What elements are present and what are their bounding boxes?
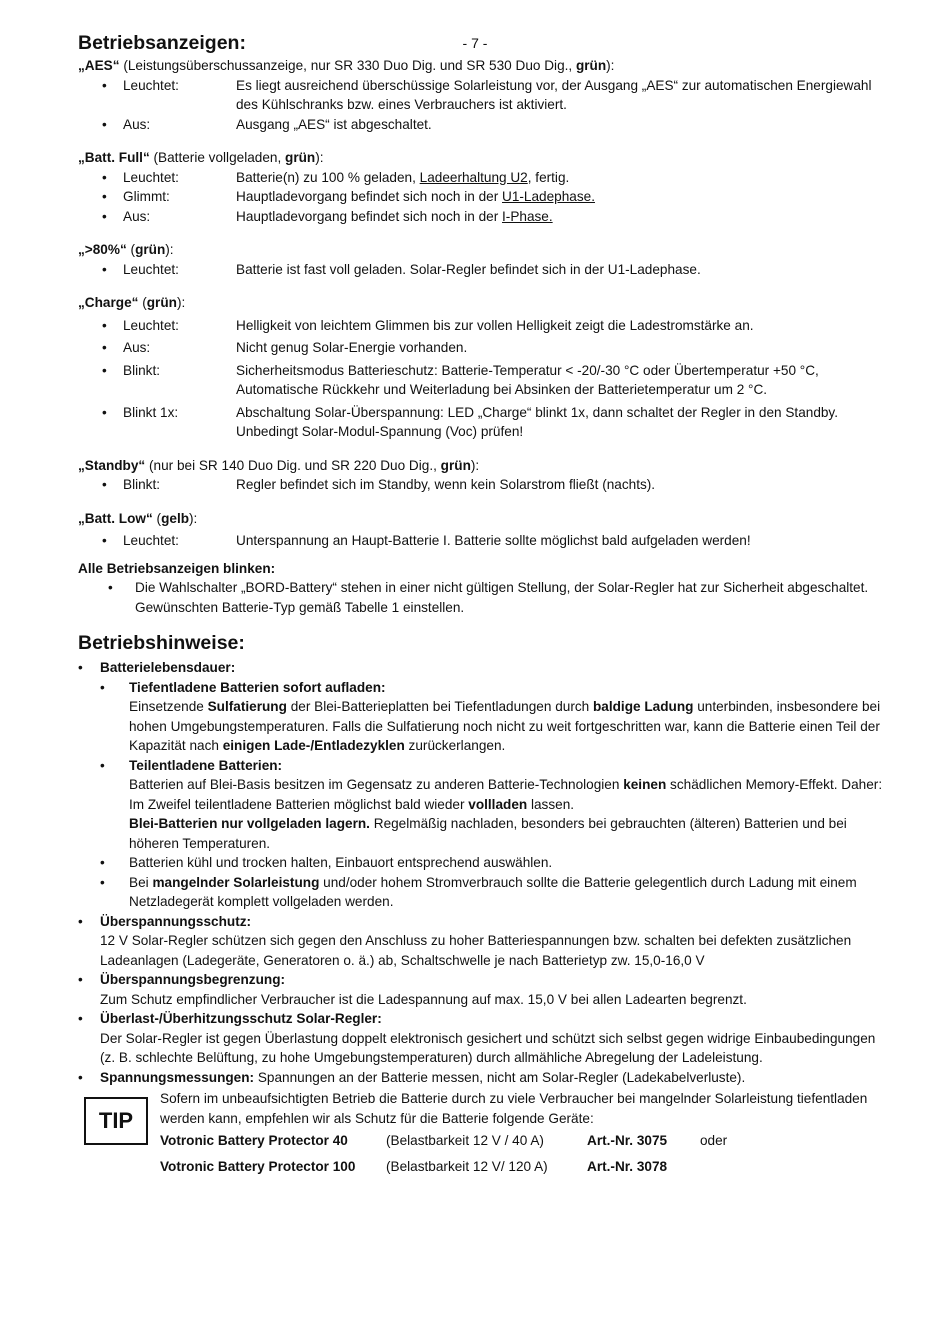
page-number: - 7 - [462,35,488,51]
list-item: • Leuchtet: Batterie(n) zu 100 % geladen, Ladeerhaltung U2, fertig. [102,169,570,185]
product-row: Votronic Battery Protector 40 (Belastbarkeit 12 V / 40 A) Art.-Nr. 3075 oder [160,1133,728,1149]
tip-box [78,1089,890,1180]
list-item: • Blinkt: Sicherheitsmodus Batterieschutz: Batterie-Temperatur < -20/-30 °C oder Übertemperatur +50 °C, Automatische Rückkehr und Weiterladung bei Absinken der Batterietemperatur um 2 °C. [102,362,819,397]
list-item: • Überspannungsbegrenzung: Zum Schutz empfindlicher Verbraucher ist die Ladespannung auf max. 15,0 V bei allen Ladearten begrenzt. [78,972,747,1007]
heading-betriebshinweise: Betriebshinweise: [78,632,245,654]
list-item: • Aus: Ausgang „AES“ ist abgeschaltet. [102,116,432,132]
link-u1-ladephase[interactable]: U1-Ladephase. [502,189,595,204]
section-80-title: „>80%“ (grün): [78,242,174,257]
list-item: • Blinkt 1x: Abschaltung Solar-Überspannung: LED „Charge“ blinkt 1x, dann schaltet der Regler in den Standby. Unbedingt Solar-Modul-Spannung (Voc) prüfen! [102,404,839,439]
tip-text: Sofern im unbeaufsichtigten Betrieb die Batterie durch zu viele Verbraucher bei mangelnder Solarleistung tiefentladen werden kann, empfehlen wir als Schutz für die Batterie folgende Geräte: [160,1091,868,1126]
list-item: • Spannungsmessungen: Spannungen an der Batterie messen, nicht am Solar-Regler (Ladekabelverluste). [78,1069,746,1085]
list-item: • Überspannungsschutz: 12 V Solar-Regler schützen sich gegen den Anschluss zu hoher Batteriespannungen bzw. schalten bei defekten zusätzlichen Ladeanlagen (Ladegeräte, Generatoren o. ä.) ab, Schaltschwelle je nach Batterietyp zw. 15,0-16,0 V [78,913,852,968]
section-alle-title: Alle Betriebsanzeigen blinken: [78,560,276,576]
section-battlow-title: „Batt. Low“ (gelb): [78,510,198,526]
list-item: • Teilentladene Batterien: Batterien auf Blei-Basis besitzen im Gegensatz zu anderen Batterie-Technologien keinen schädlichen Memory-Effekt. Daher: Im Zweifel teilentladene Batterien möglichst bald wieder vollladen lassen. Blei-Batterien nur vollgeladen lagern. Regelmäßig nachladen, besonders bei gebrauchten (älteren) Batterien und bei höheren Temperaturen. [100,757,883,851]
list-item: • Die Wahlschalter „BORD-Battery“ stehen in einer nicht gültigen Stellung, der Solar-Regler hat zur Sicherheit abgeschaltet. Gewünschten Batterie-Typ gemäß Tabelle 1 einstellen. [108,580,869,615]
heading-betriebsanzeigen: Betriebsanzeigen: [78,32,246,54]
list-item: • Batterien kühl und trocken halten, Einbauort entsprechend auswählen. [100,855,553,870]
product-row: Votronic Battery Protector 100 (Belastbarkeit 12 V/ 120 A) Art.-Nr. 3078 [160,1159,668,1175]
section-battfull-title: „Batt. Full“ (Batterie vollgeladen, grün): [78,150,324,165]
list-item: • Leuchtet: Batterie ist fast voll geladen. Solar-Regler befindet sich in der U1-Ladephase. [102,261,701,277]
document-page [78,30,890,1180]
list-item: • Batterielebensdauer: [78,660,236,675]
list-item: • Überlast-/Überhitzungsschutz Solar-Regler: Der Solar-Regler ist gegen Überlastung doppelt elektronisch gesichert und schützt sich selbst gegen widrige Einbaubedingungen (z. B. schlechte Belüftung, zu hohe Umgebungstemperaturen) durch allmähliche Abregelung der Ladeleistung. [78,1011,876,1065]
section-standby-title: „Standby“ (nur bei SR 140 Duo Dig. und SR 220 Duo Dig., grün): [78,457,480,473]
link-ladeerhaltung[interactable]: Ladeerhaltung U2 [419,169,528,185]
list-item: • Blinkt: Regler befindet sich im Standby, wenn kein Solarstrom fließt (nachts). [102,477,656,492]
tip-label: TIP [84,1097,148,1145]
list-item: • Tiefentladene Batterien sofort aufladen: Einsetzende Sulfatierung der Blei-Batterieplatten bei Tiefentladungen durch baldige Ladung unterbinden, insbesondere bei hohen Umgebungstemperaturen. Falls die Sulfatierung noch nicht zu weit fortgeschritten war, kann die Batterie einen Teil der Kapazität nach einigen Lade-/Entladezyklen zurückerlangen. [100,679,881,753]
link-i-phase[interactable]: I-Phase. [502,208,553,224]
list-item: • Leuchtet: Es liegt ausreichend überschüssige Solarleistung vor, der Ausgang „AES“ zur automatischen Energiewahl des Kühlschranks bzw. eines Verbrauchers ist aktiviert. [102,77,872,112]
list-item: • Bei mangelnder Solarleistung und/oder hohem Stromverbrauch sollte die Batterie gelegentlich durch Ladung mit einem Netzladegerät komplett vollgeladen werden. [100,874,857,909]
list-item: • Leuchtet: Unterspannung an Haupt-Batterie I. Batterie sollte möglichst bald aufgeladen werden! [102,533,751,548]
list-item: • Leuchtet: Helligkeit von leichtem Glimmen bis zur vollen Helligkeit zeigt die Ladestromstärke an. [102,317,754,333]
section-aes-title: „AES“ (Leistungsüberschussanzeige, nur SR 330 Duo Dig. und SR 530 Duo Dig., grün): [78,58,615,73]
list-item: • Aus: Nicht genug Solar-Energie vorhanden. [102,340,468,355]
section-charge-title: „Charge“ (grün): [78,295,186,310]
list-item: • Aus: Hauptladevorgang befindet sich noch in der I-Phase. [102,208,553,224]
list-item: • Glimmt: Hauptladevorgang befindet sich noch in der U1-Ladephase. [102,189,595,204]
